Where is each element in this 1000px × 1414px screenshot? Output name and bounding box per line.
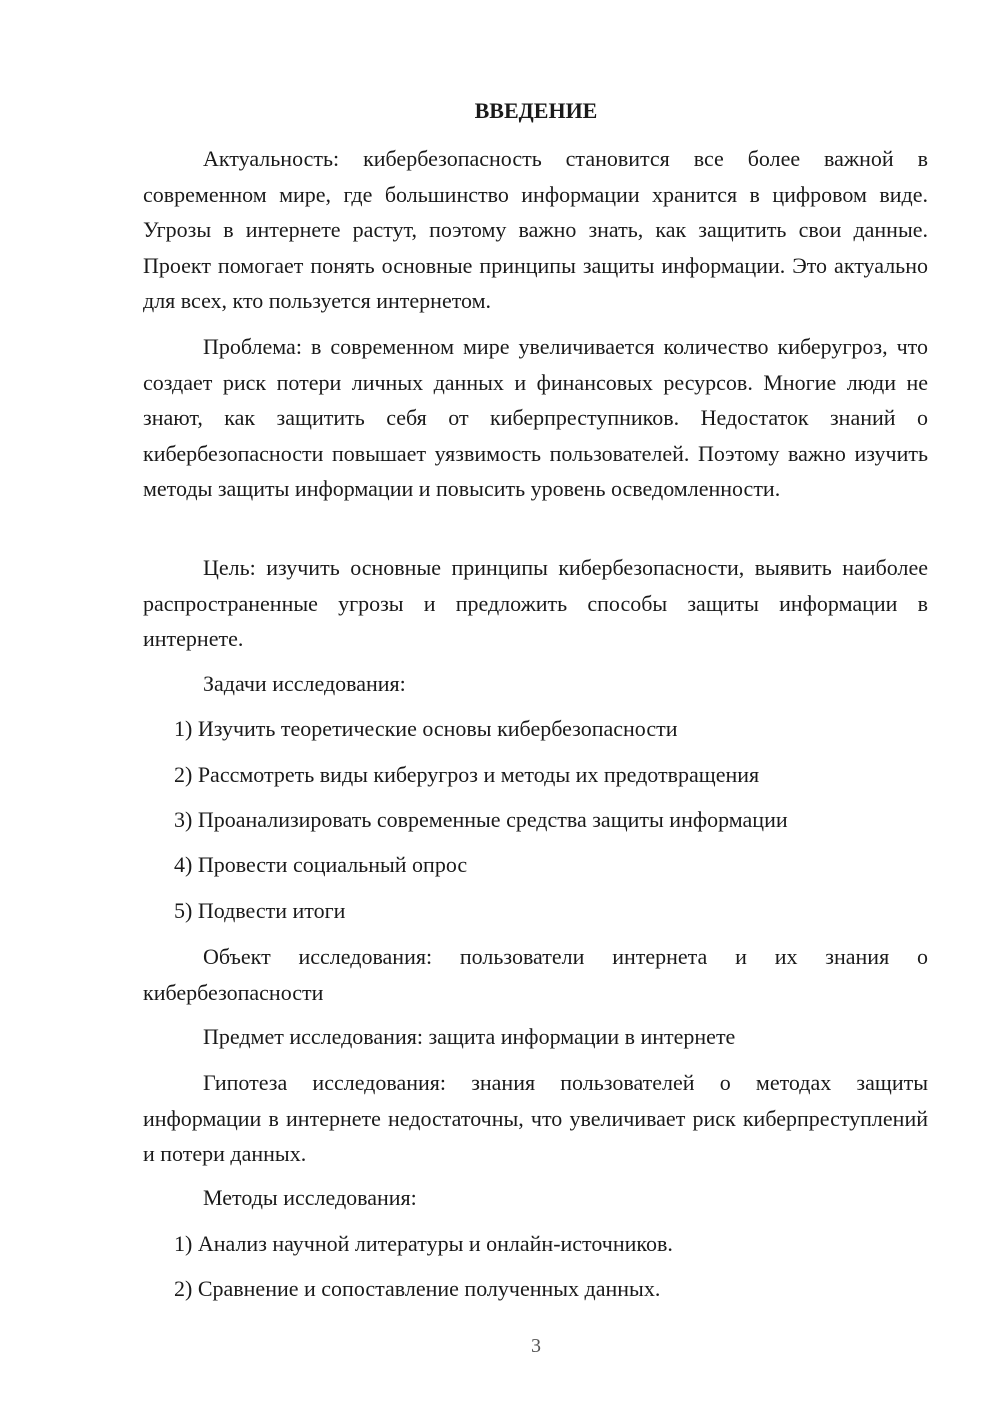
task-item: 3) Проанализировать современные средства защиты информации: [174, 807, 788, 832]
section-heading: ВВЕДЕНИЕ: [474, 98, 598, 123]
methods-title: Методы исследования:: [203, 1185, 417, 1210]
page-number: 3: [531, 1335, 541, 1357]
paragraph-relevance: Актуальность: кибербезопасность становится все более важной в современном мире, где большинство информации хранится в цифровом виде. Угрозы в интернете растут, поэтому важно знать, как защитить свои данные. Проект помогает понять основные принципы защиты информации. Это актуально для всех, кто пользуется интернетом.: [143, 146, 928, 313]
task-item: 2) Рассмотреть виды киберугроз и методы их предотвращения: [174, 762, 760, 787]
task-item: 4) Провести социальный опрос: [174, 852, 468, 877]
tasks-title: Задачи исследования:: [203, 671, 406, 696]
method-item: 2) Сравнение и сопоставление полученных данных.: [174, 1276, 661, 1301]
paragraph-subject: Предмет исследования: защита информации в интернете: [203, 1024, 736, 1049]
paragraph-goal: Цель: изучить основные принципы кибербезопасности, выявить наиболее распространенные угрозы и предложить способы защиты информации в интернете.: [143, 555, 928, 651]
method-item: 1) Анализ научной литературы и онлайн-источников.: [174, 1231, 673, 1256]
paragraph-hypothesis: Гипотеза исследования: знания пользователей о методах защиты информации в интернете недостаточны, что увеличивает риск киберпреступлений и потери данных.: [143, 1070, 928, 1166]
paragraph-problem: Проблема: в современном мире увеличивается количество киберугроз, что создает риск потери личных данных и финансовых ресурсов. Многие люди не знают, как защитить себя от киберпреступников. Недостаток знаний о кибербезопасности повышает уязвимость пользователей. Поэтому важно изучить методы защиты информации и повысить уровень осведомленности.: [143, 334, 928, 501]
task-item: 1) Изучить теоретические основы кибербезопасности: [174, 716, 678, 741]
paragraph-object: Объект исследования: пользователи интернета и их знания о кибербезопасности: [143, 944, 928, 1005]
task-item: 5) Подвести итоги: [174, 898, 346, 923]
